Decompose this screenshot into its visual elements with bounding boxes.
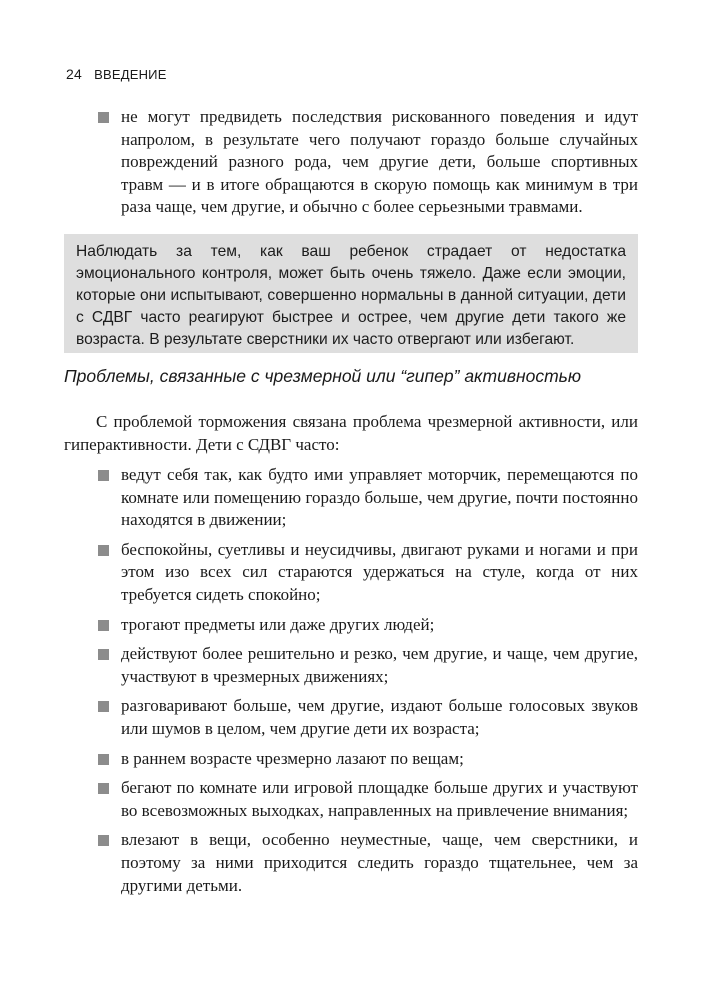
list-item-text: действуют более решительно и резко, чем другие, и чаще, чем другие, участвуют в чрезмерных движениях; (121, 644, 638, 686)
list-item-text: не могут предвидеть последствия рискованного поведения и идут напролом, в результате чего получают гораздо больше случайных повреждений разного рода, чем другие дети, больше спортивных травм — и в итоге обращаются в скорую помощь как минимум в три раза чаще, чем другие, и обычно с более серьезными травмами. (121, 107, 638, 217)
section-heading: Проблемы, связанные с чрезмерной или “гипер” активностью (64, 366, 582, 386)
square-bullet-icon (98, 754, 109, 765)
callout-text: Наблюдать за тем, как ваш ребенок страдает от недостатка эмоционального контроля, может быть очень тяжело. Даже если эмоции, которые они испытывают, совершенно нормальны в данной ситуации, дети с СДВГ часто реагируют быстрее и острее, чем другие дети такого же возраста. В результате сверстники их часто отвергают или избегают. (76, 243, 626, 348)
page-number: 24 (66, 66, 82, 82)
list-item-text: трогают предметы или даже других людей; (121, 614, 435, 634)
bullet-list-top (64, 106, 638, 226)
list-item-text: ведут себя так, как будто ими управляет моторчик, перемещаются по комнате или помещению гораздо больше, чем другие, почти постоянно находятся в движении; (121, 465, 638, 530)
bullet-list-main (64, 464, 638, 904)
square-bullet-icon (98, 470, 109, 481)
list-item (64, 748, 638, 771)
square-bullet-icon (98, 545, 109, 556)
intro-paragraph: С проблемой торможения связана проблема чрезмерной активности, или гиперактивности. Дети с СДВГ часто: (64, 412, 638, 454)
list-item (64, 695, 638, 740)
list-item (64, 643, 638, 688)
square-bullet-icon (98, 620, 109, 631)
chapter-title: ВВЕДЕНИЕ (94, 67, 167, 82)
list-item (64, 777, 638, 822)
square-bullet-icon (98, 835, 109, 846)
list-item (64, 614, 638, 637)
list-item (64, 539, 638, 607)
list-item-text: в раннем возрасте чрезмерно лазают по вещам; (121, 748, 464, 768)
list-item-text: влезают в вещи, особенно неуместные, чаще, чем сверстники, и поэтому за ними приходится следить гораздо тщательнее, чем за другими детьми. (121, 830, 638, 895)
running-head (66, 66, 167, 82)
square-bullet-icon (98, 701, 109, 712)
square-bullet-icon (98, 112, 109, 123)
list-item (64, 106, 638, 219)
callout-box (64, 234, 638, 353)
square-bullet-icon (98, 783, 109, 794)
list-item-text: беспокойны, суетливы и неусидчивы, двигают руками и ногами и при этом изо всех сил стараются удержаться на стуле, когда от них требуется сидеть спокойно; (121, 539, 638, 604)
list-item (64, 829, 638, 897)
square-bullet-icon (98, 649, 109, 660)
list-item (64, 464, 638, 532)
list-item-text: разговаривают больше, чем другие, издают больше голосовых звуков или шумов в целом, чем другие дети их возраста; (121, 696, 638, 738)
list-item-text: бегают по комнате или игровой площадке больше других и участвуют во всевозможных выходках, направленных на привлечение внимания; (121, 778, 638, 820)
